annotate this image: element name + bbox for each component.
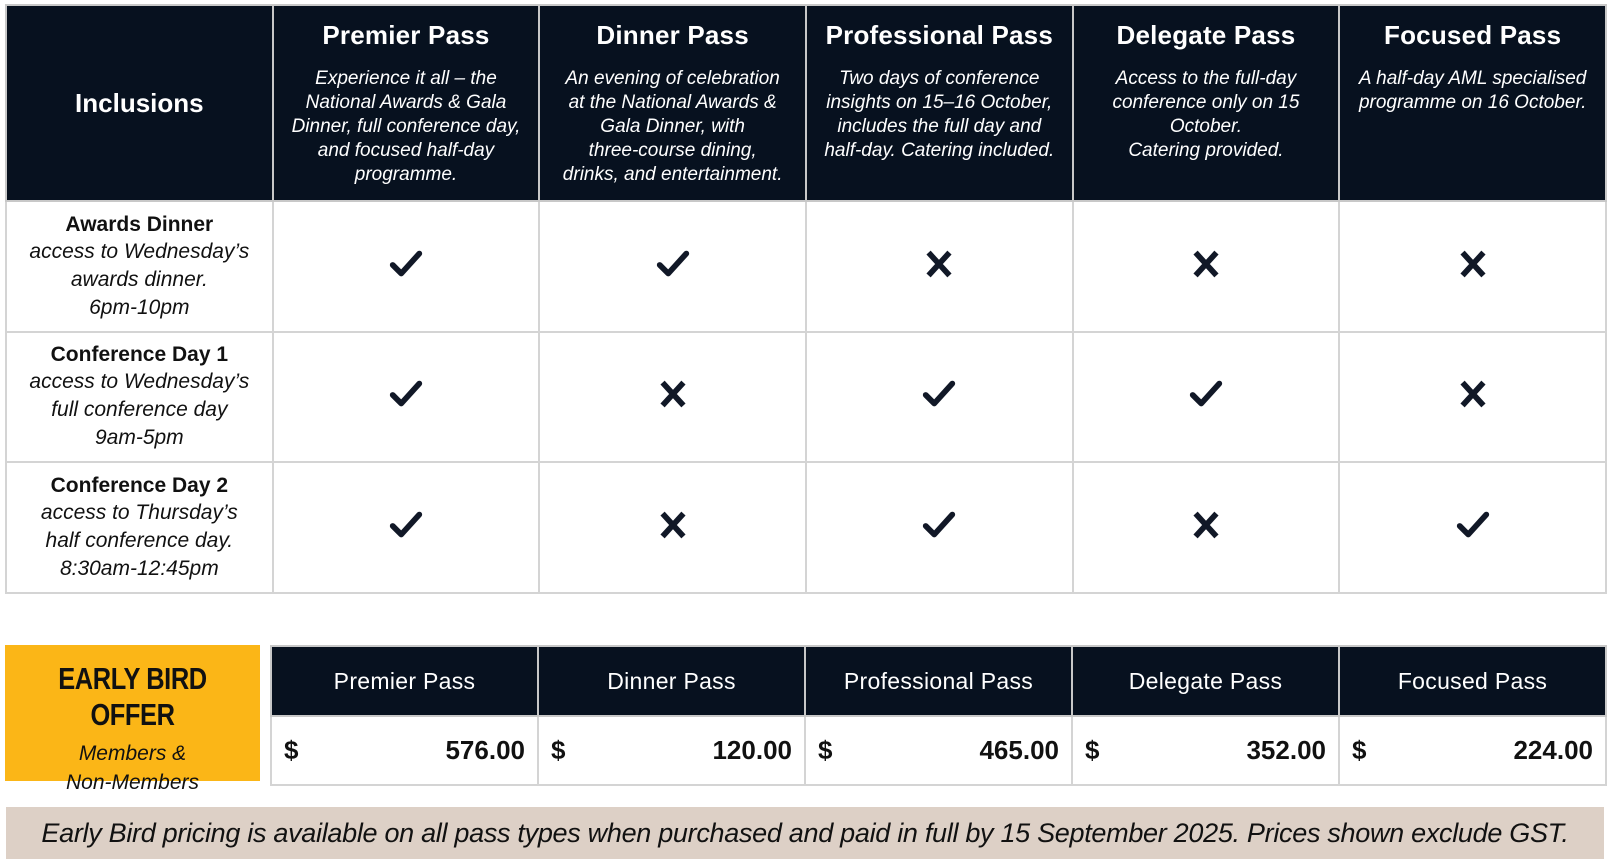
early-bird-badge — [5, 645, 260, 794]
pass-header — [1073, 5, 1340, 201]
inclusion-row — [6, 462, 1606, 593]
inclusion-row — [6, 332, 1606, 463]
check-icon — [1454, 531, 1492, 548]
inclusion-mark — [806, 462, 1073, 593]
inclusion-row-description: access to Wednesday’s full conference day 9am-5pm — [29, 370, 250, 450]
pass-header-description: Experience it all – the National Awards & Gala Dinner, full conference day, and focused half-day programme. — [291, 68, 521, 185]
check-icon — [387, 531, 425, 548]
pricing-pass-name: Delegate Pass — [1072, 646, 1339, 716]
pass-header-name: Professional Pass — [825, 20, 1053, 50]
price-cell — [538, 716, 805, 785]
price-value: 120.00 — [712, 735, 792, 765]
pricing-pass-name: Premier Pass — [271, 646, 538, 716]
price-value: 224.00 — [1513, 735, 1593, 765]
check-icon — [387, 270, 425, 287]
inclusion-mark — [273, 332, 540, 463]
check-icon — [387, 400, 425, 417]
price-value: 576.00 — [445, 735, 525, 765]
pass-header-description: Access to the full-day conference only on 15 October. Catering provided. — [1112, 68, 1300, 161]
inclusion-mark — [1339, 332, 1606, 463]
inclusions-table — [5, 4, 1607, 594]
inclusion-mark — [539, 201, 806, 332]
pass-header — [1339, 5, 1606, 201]
cross-icon — [654, 400, 692, 417]
currency-symbol: $ — [284, 735, 299, 765]
currency-symbol: $ — [1085, 735, 1100, 765]
price-cell — [1339, 716, 1606, 785]
inclusion-row-header — [6, 332, 273, 463]
pricing-pass-name: Dinner Pass — [538, 646, 805, 716]
currency-symbol: $ — [818, 735, 833, 765]
inclusion-mark — [539, 332, 806, 463]
cross-icon — [1454, 270, 1492, 287]
inclusion-mark — [539, 462, 806, 593]
pricing-pass-name: Professional Pass — [805, 646, 1072, 716]
inclusion-row-title: Conference Day 1 — [50, 343, 229, 367]
inclusion-mark — [1339, 462, 1606, 593]
pricing-value-row — [271, 716, 1606, 785]
price-cell — [271, 716, 538, 785]
pass-header-name: Premier Pass — [322, 20, 490, 50]
price-value: 465.00 — [979, 735, 1059, 765]
pricing-header-row — [271, 646, 1606, 716]
cross-icon — [1187, 270, 1225, 287]
early-bird-subtitle: Members & Non-Members — [65, 742, 200, 794]
pass-header — [806, 5, 1073, 201]
inclusion-mark — [273, 201, 540, 332]
inclusion-mark — [1073, 201, 1340, 332]
inclusion-row-title: Conference Day 2 — [50, 474, 229, 498]
inclusion-row-header — [6, 462, 273, 593]
pass-header-name: Dinner Pass — [596, 20, 749, 50]
price-cell — [805, 716, 1072, 785]
currency-symbol: $ — [1352, 735, 1367, 765]
pricing-pass-name: Focused Pass — [1339, 646, 1606, 716]
check-icon — [920, 400, 958, 417]
cross-icon — [1454, 400, 1492, 417]
inclusion-mark — [273, 462, 540, 593]
pass-header-description: Two days of conference insights on 15–16 October, includes the full day and half-day. Catering included. — [824, 68, 1055, 161]
cross-icon — [1187, 531, 1225, 548]
inclusion-mark — [1339, 201, 1606, 332]
currency-symbol: $ — [551, 735, 566, 765]
pass-header — [539, 5, 806, 201]
inclusion-row-description: access to Thursday’s half conference day. 8:30am-12:45pm — [40, 501, 238, 581]
pass-header — [273, 5, 540, 201]
pass-header-description: A half-day AML specialised programme on 16 October. — [1358, 68, 1587, 113]
check-icon — [920, 531, 958, 548]
inclusion-mark — [1073, 332, 1340, 463]
check-icon — [1187, 400, 1225, 417]
cross-icon — [654, 531, 692, 548]
pass-header-description: An evening of celebration at the National Awards & Gala Dinner, with three-course dining, drinks, and entertainment. — [562, 68, 783, 185]
inclusion-mark — [806, 332, 1073, 463]
inclusion-row-description: access to Wednesday’s awards dinner. 6pm-10pm — [29, 239, 250, 319]
pass-header-name: Focused Pass — [1384, 20, 1562, 50]
price-value: 352.00 — [1246, 735, 1326, 765]
inclusion-row-header — [6, 201, 273, 332]
inclusion-mark — [806, 201, 1073, 332]
price-cell — [1072, 716, 1339, 785]
check-icon — [654, 270, 692, 287]
inclusions-corner-label: Inclusions — [6, 5, 273, 201]
early-bird-title: EARLY BIRD OFFER — [58, 661, 207, 732]
inclusion-row — [6, 201, 1606, 332]
inclusion-row-title: Awards Dinner — [65, 212, 214, 236]
early-bird-note: Early Bird pricing is available on all pass types when purchased and paid in full by 15 September 2025. Prices shown exclude GST. — [6, 807, 1604, 859]
pass-header-name: Delegate Pass — [1116, 20, 1296, 50]
cross-icon — [920, 270, 958, 287]
inclusions-header-row — [6, 5, 1606, 201]
inclusion-mark — [1073, 462, 1340, 593]
pricing-table — [270, 645, 1607, 786]
